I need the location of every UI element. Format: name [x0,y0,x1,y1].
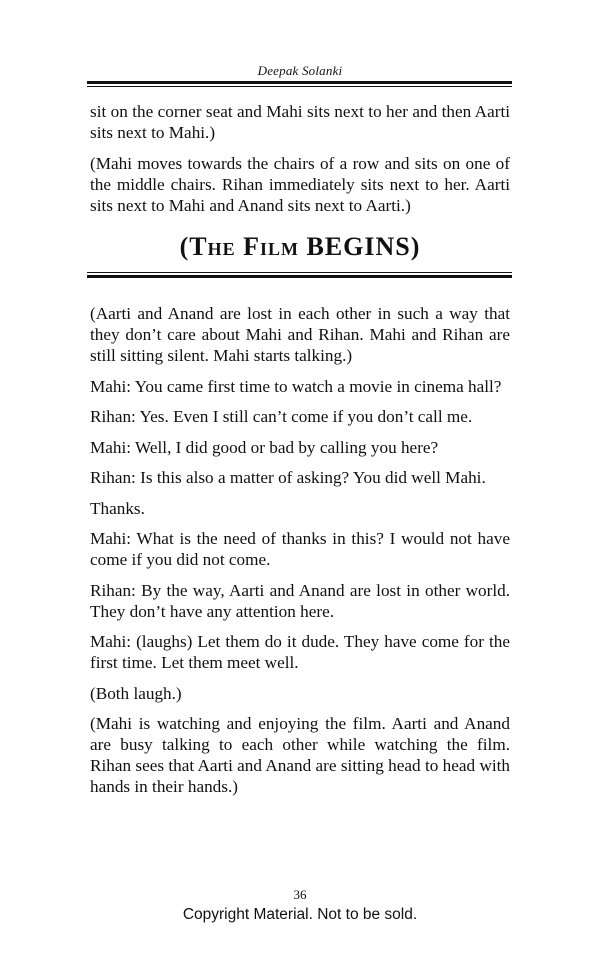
paragraph: (Mahi moves towards the chairs of a row and sits on one of the middle chairs. Rihan immediately sits next to her. Aarti sits next to Mahi and Anand sits next to Aarti.) [90,153,510,215]
paragraph: Rihan: By the way, Aarti and Anand are lost in other world. They don’t have any attention here. [90,580,510,621]
paragraph: Mahi: (laughs) Let them do it dude. They have come for the first time. Let them meet well. [90,632,510,672]
running-header: Deepak Solanki [257,63,343,78]
paragraph: (Aarti and Anand are lost in each other in such a way that they don’t care about Mahi and Rihan. Mahi and Rihan are still sitting silent. Mahi starts talking.) [90,304,510,365]
paragraph: (Mahi is watching and enjoying the film. Aarti and Anand are busy talking to each other while watching the film. Rihan sees that Aarti and Anand are sitting head to head with hands in their hands.) [90,714,510,796]
paragraph: Mahi: What is the need of thanks in this? I would not have come if you did not come. [90,529,510,569]
copyright-notice: Copyright Material. Not to be sold. [182,906,418,923]
paragraph: Rihan: Is this also a matter of asking? You did well Mahi. [90,468,486,487]
paragraph: sit on the corner seat and Mahi sits next to her and then Aarti sits next to Mahi.) [90,102,510,142]
text-block-before [90,101,510,225]
header-rule [87,81,512,87]
heading-rule [87,272,512,278]
paragraph: Mahi: Well, I did good or bad by calling you here? [90,437,439,457]
paragraph: (Both laugh.) [90,683,182,703]
page-number: 36 [293,887,307,902]
paragraph: Mahi: You came first time to watch a movie in cinema hall? [90,376,502,396]
paragraph: Rihan: Yes. Even I still can’t come if you don’t call me. [90,407,473,426]
section-heading: (The Film BEGINS) [179,232,421,261]
text-block-after [90,303,510,807]
paragraph: Thanks. [90,498,145,518]
